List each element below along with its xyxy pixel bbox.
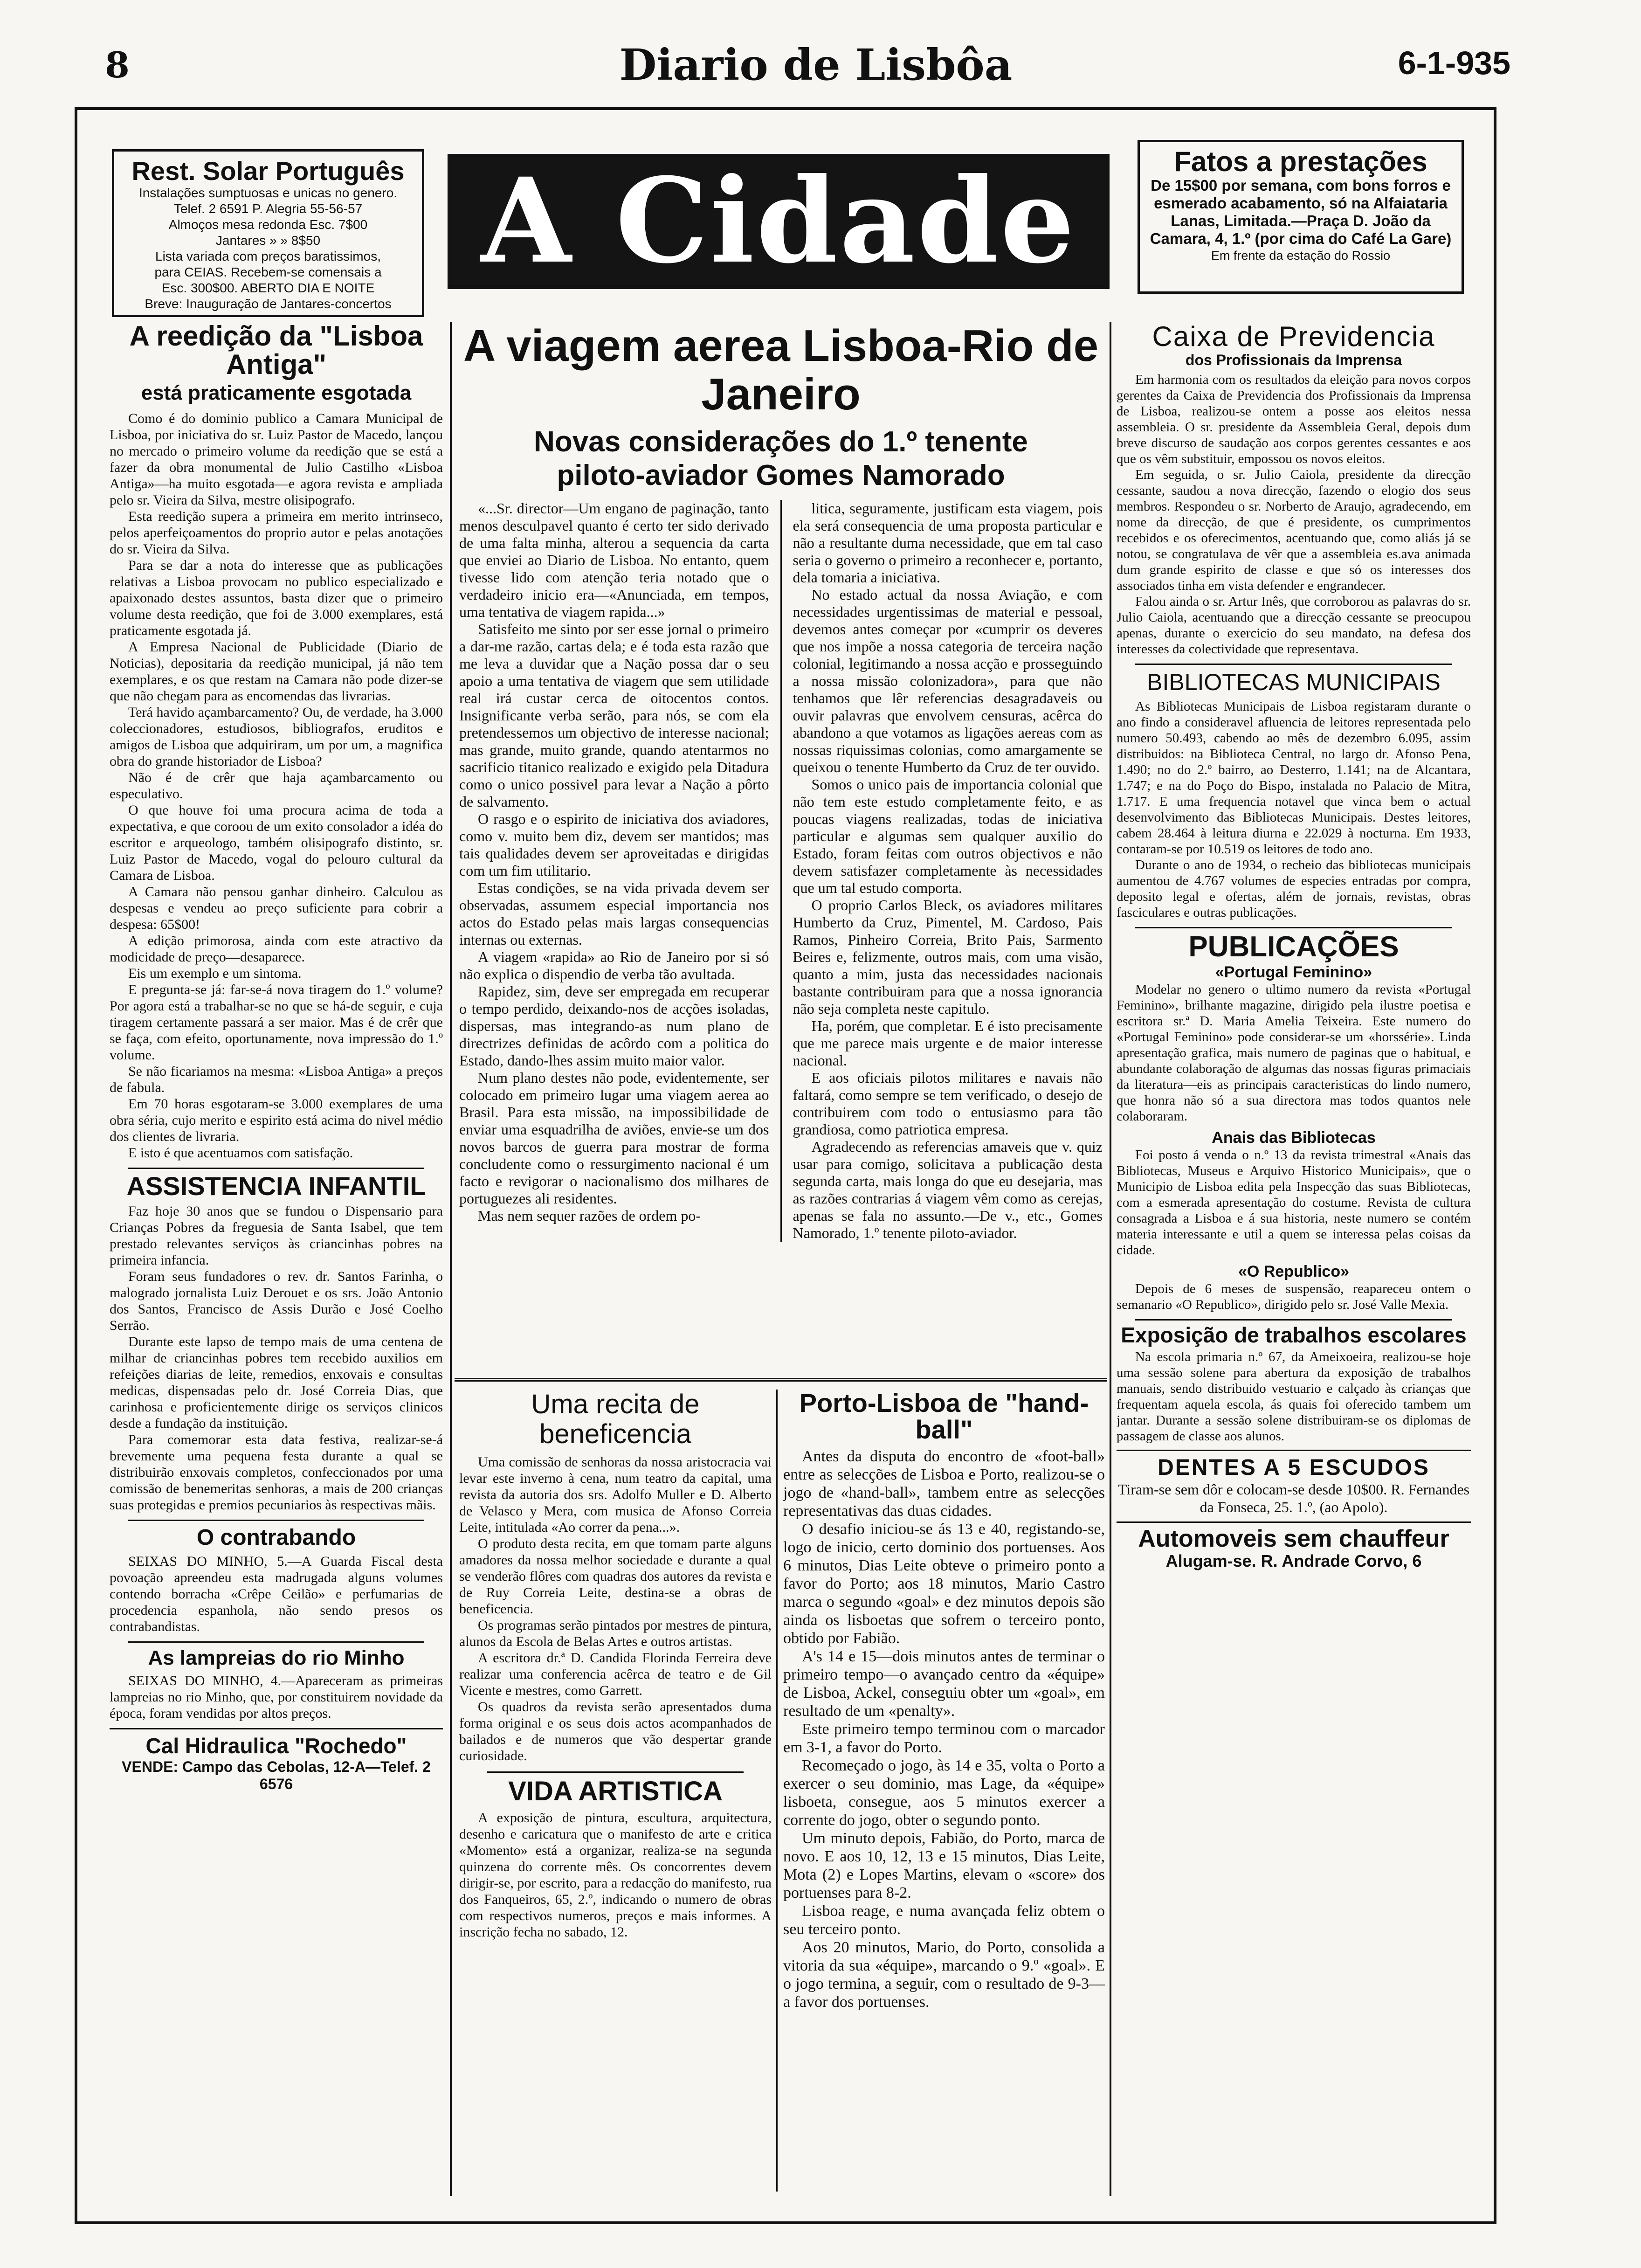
paragraph: litica, seguramente, justificam esta viagem, pois ela será consequencia de uma proposta particular e não a resultante duma necessidade, que em tal caso seria o governo o primeiro a reconhecer e, portanto, dela tomaria a iniciativa. (793, 500, 1103, 586)
paragraph: Os programas serão pintados por mestres de pintura, alunos da Escola de Belas Artes e outros artistas. (459, 1618, 772, 1649)
ad-solar-line: Breve: Inauguração de Jantares-concertos (145, 297, 392, 311)
divider (128, 1641, 424, 1643)
section-rule (455, 1378, 1107, 1382)
ad-solar-line: Lista variada com preços baratissimos, (155, 249, 381, 263)
column-divider (450, 322, 452, 2196)
paragraph: No estado actual da nossa Aviação, e com necessidades urgentissimas de material e pessoal, devemos antes começar por «cumprir os deveres que nos impõe a nossa categoria de terceira nação colonial, legitimando a nossa acção e prosseguindo a nossa missão colonizadora», para que não tenhamos que lêr referencias desagradaveis ou ouvir palavras que envolvem censuras, acêrca do abandono a que votamos as ligações aereas com as nossas riquissimas colonias, como amargamente se queixou o tenente Humberto da Cruz de ter ouvido. (793, 586, 1103, 775)
caixa-article (1117, 372, 1471, 657)
divider (1135, 664, 1452, 665)
recita-article (459, 1454, 772, 1764)
paragraph: A escritora dr.ª D. Candida Florinda Ferreira deve realizar uma conferencia acêrca de teatro e de Gil Vicente e mestres, como Garrett. (459, 1650, 772, 1698)
lisboa-antiga-article (110, 410, 443, 1161)
publicacoes-headline: PUBLICAÇÕES (1188, 931, 1399, 963)
masthead-title: A Cidade (481, 152, 1076, 289)
paragraph: O desafio iniciou-se ás 13 e 40, registando-se, logo de inicio, certo dominio dos portuenses. Aos 6 minutos, Dias Leite obteve o primeiro ponto a favor do Porto; aos 18 minutos, Mario Castro marca o segundo «goal» e dez minutos depois são ainda os lisboetas que sofrem o terceiro ponto, obtido por Fabião. (783, 1521, 1105, 1647)
divider (1117, 1450, 1471, 1451)
paragraph: Para comemorar esta data festiva, realizar-se-á brevemente uma pequena festa durante a qual se distribuirão enxovais completos, confeccionados por uma comissão de benemeritas senhoras, a mais de 200 crianças suas protegidas e premios pecuniarios às respectivas mãis. (110, 1432, 443, 1513)
paragraph: Lisboa reage, e numa avançada feliz obtem o seu terceiro ponto. (783, 1902, 1105, 1938)
paragraph: Eis um exemplo e um sintoma. (128, 966, 302, 982)
hand-ball-article (783, 1447, 1105, 2011)
ad-solar-lines (121, 185, 415, 312)
recita-headline: Uma recita de beneficencia (531, 1390, 700, 1449)
paragraph: O que houve foi uma procura acima de toda a expectativa, e que coroou de um exito consolador a idéa do escritor e arqueologo, também olisipografo distinto, sr. Luiz Pastor de Macedo, vogal do pelouro cultural da Camara de Lisboa. (110, 802, 443, 884)
masthead-box (448, 154, 1110, 289)
paragraph: Este primeiro tempo terminou com o marcador em 3-1, a favor do Porto. (783, 1721, 1105, 1756)
automoveis-headline: Automoveis sem chauffeur (1138, 1525, 1449, 1553)
paragraph: Aos 20 minutos, Mario, do Porto, consolida a vitoria da sua «équipe», marcando o 9.º «goal». E o jogo termina, a seguir, com o resultado de 9-3—a favor dos portuenses. (783, 1939, 1105, 2011)
divider (1135, 1319, 1452, 1321)
column-left (110, 322, 443, 2201)
viagem-column-b (793, 500, 1103, 1242)
paragraph: Na escola primaria n.º 67, da Ameixoeira, realizou-se hoje uma sessão solene para abertura da exposição de trabalhos manuais, sendo distribuido vestuario e calçado às crianças que frequentam aquela escola, ás quais foi oferecido tambem um jantar. Durante a sessão solene distribuiram-se os diplomas de passagem de classe aos alunos. (1117, 1349, 1471, 1444)
exposicao-article (1117, 1349, 1471, 1444)
ad-solar-line: Jantares » » 8$50 (215, 233, 321, 248)
paragraph: SEIXAS DO MINHO, 4.—Apareceram as primeiras lampreias no rio Minho, que, por constituirem novidade da época, foram vendidas por altos preços. (110, 1673, 443, 1722)
paragraph: Rapidez, sim, deve ser empregada em recuperar o tempo perdido, deixando-nos de acções isoladas, dispersas, mas integrando-as num plano de directrizes definidas de acôrdo com a politica do Estado, dando-lhes assim muito maior valor. (459, 983, 769, 1069)
paragraph: Mas nem sequer razões de ordem po- (478, 1207, 701, 1224)
column-center-left (459, 1390, 772, 2201)
lisboa-antiga-headline: A reedição da "Lisboa Antiga" (129, 322, 423, 380)
newspaper-title: Diario de Lisbôa (619, 40, 1013, 90)
paragraph: Esta reedição supera a primeira em merito intrinseco, pelos aperfeiçoamentos do proprio autor e pelas anotações do sr. Vieira da Silva. (110, 509, 443, 557)
paragraph: E isto é que acentuamos com satisfação. (128, 1145, 353, 1161)
paragraph: Ha, porém, que completar. E é isto precisamente que me parece mais urgente e de maior interesse nacional. (793, 1017, 1103, 1069)
divider (128, 1168, 424, 1169)
paragraph: A exposição de pintura, escultura, arquitectura, desenho e caricatura que o manifesto de arte e critica «Momento» está a organizar, realiza-se na segunda quinzena do corrente mês. Os concorrentes devem dirigir-se, por escrito, para a redacção do manifesto, rua dos Fanqueiros, 65, 2.º, indicando o numero de obras com respectivos numeros, preços e mais informes. A inscrição fecha no sabado, 12. (459, 1810, 772, 1940)
column-center-right (783, 1390, 1105, 2201)
column-divider (776, 1390, 778, 2192)
republico-article (1117, 1281, 1471, 1313)
paragraph: A viagem «rapida» ao Rio de Janeiro por si só não explica o dispendio de verba tão avultada. (459, 948, 769, 982)
ad-fatos-text: De 15$00 por semana, com bons forros e esmerado acabamento, só na Alfaiataria Lanas, Limitada.—Praça D. João da Camara, 4, 1.º (por cima do Café La Gare) (1150, 177, 1452, 247)
paragraph: A edição primorosa, ainda com este atractivo da modicidade de preço—desaparece. (110, 933, 443, 965)
paragraph: Num plano destes não pode, evidentemente, ser colocado em primeiro lugar uma viagem aerea ao Brasil. Para esta missão, na impossibilidade de enviar uma esquadrilha de aviões, envie-se um dos novos barcos de guerra para mostrar de forma concludente como o ressurgimento nacional é um facto e revigorar o nacionalismo dos milhares de portuguezes ali residentes. (459, 1069, 769, 1207)
divider (128, 1520, 424, 1521)
paragraph: A's 14 e 15—dois minutos antes de terminar o primeiro tempo—o avançado centro da «équipe» de Lisboa, Ackel, conseguiu obter um «goal», em resultado de um «penalty». (783, 1648, 1105, 1720)
paragraph: Para se dar a nota do interesse que as publicações relativas a Lisboa provocam no publico especializado e apaixonado destes assuntos, basta dizer que o primeiro volume desta reedição, que foi de 3.000 exemplares, está praticamente esgotada já. (110, 558, 443, 639)
paragraph: O rasgo e o espirito de iniciativa dos aviadores, como v. muito bem diz, devem ser mantidos; mas tais qualidades devem ser aproveitadas e dirigidas com um fim utilitario. (459, 810, 769, 879)
paragraph: Depois de 6 meses de suspensão, reapareceu ontem o semanario «O Republico», dirigido pelo sr. José Valle Mexia. (1117, 1281, 1471, 1313)
caixa-subhead: dos Profissionais da Imprensa (1185, 352, 1402, 368)
column-divider (780, 500, 782, 1242)
republico-subhead: «O Republico» (1238, 1263, 1350, 1281)
divider (110, 1728, 443, 1729)
ad-solar-line: Instalações sumptuosas e unicas no genero. (138, 186, 398, 200)
lisboa-antiga-subhead: está praticamente esgotada (141, 381, 412, 405)
paragraph: Falou ainda o sr. Artur Inês, que corroborou as palavras do sr. Julio Caiola, acentuando que a direcção cessante se preocupou apenas, durante o exercicio do seu mandato, na defesa dos interesses da colectividade que representava. (1117, 594, 1471, 657)
dentes-text: Tiram-se sem dôr e colocam-se desde 10$00. R. Fernandes da Fonseca, 25. 1.º, (ao Apolo). (1117, 1481, 1470, 1516)
dentes-headline: DENTES A 5 ESCUDOS (1158, 1455, 1430, 1480)
ad-fatos-prestacoes (1138, 140, 1464, 294)
bibliotecas-article (1117, 698, 1471, 920)
publicacoes-subhead: «Portugal Feminino» (1215, 963, 1372, 982)
paragraph: SEIXAS DO MINHO, 5.—A Guarda Fiscal desta povoação apreendeu esta madrugada alguns volumes contendo borracha «Crêpe Ceilão» e perfumarias de procedencia espanhola, não sendo presos os contrabandistas. (110, 1554, 443, 1635)
cal-hidraulica-text: VENDE: Campo das Cebolas, 12-A—Telef. 2 6576 (122, 1758, 431, 1793)
paragraph: Em seguida, o sr. Julio Caiola, presidente da direcção cessante, saudou a nova direcção, fazendo o elogio dos seus membros. Respondeu o sr. Norberto de Araujo, agradecendo, em nome da direcção, de que é presidente, os cumprimentos recebidos e os oferecimentos, acentuando que, como aliás já se notou, se congratulava de vêr que a assembleia es.ava animada dum grande espirito de classe e que só os interesses dos associados tinha em vista defender e engrandecer. (1117, 467, 1471, 593)
paragraph: A Camara não pensou ganhar dinheiro. Calculou as despesas e vendeu ao preço suficiente para cobrir a despesa: 65$00! (110, 884, 443, 933)
anais-subhead: Anais das Bibliotecas (1212, 1129, 1376, 1147)
paragraph: Como é do dominio publico a Camara Municipal de Lisboa, por iniciativa do sr. Luiz Pastor de Macedo, lançou no mercado o primeiro volume da reedição que se está a fazer da obra monumental de Julio Castilho «Lisboa Antiga»—ha muito esgotada—e agora revista e ampliada pelo sr. Vieira da Silva, mestre olisipografo. (110, 411, 443, 508)
paragraph: Em harmonia com os resultados da eleição para novos corpos gerentes da Caixa de Previdencia dos Profissionais da Imprensa de Lisboa, realizou-se ontem a posse aos eleitos nessa assembleia. O sr. presidente da Assembleia Geral, depois dum breve discurso de saudação aos corpos gerentes cessantes e aos que os vêm substituir, empossou os novos eleitos. (1117, 372, 1471, 466)
paragraph: As Bibliotecas Municipais de Lisboa registaram durante o ano findo a consideravel afluencia de leitores representada pelo numero 50.493, cabendo ao mês de dezembro 6.095, assim distribuidos: na Biblioteca Central, no largo dr. Afonso Pena, 1.490; no do 2.º bairro, ao Desterro, 1.141; na de Alcantara, 1.747; e na do Poço do Bispo, instalada no Palacio de Mitra, 1.717. E uma frequencia notavel que vinca bem o actual desenvolvimento das Bibliotecas Municipais. Destes leitores, cabem 28.464 à leitura diurna e 22.029 à nocturna. Em 1933, contaram-se por 10.519 os leitores de todo ano. (1117, 699, 1471, 857)
hand-ball-headline: Porto-Lisboa de "hand-ball" (799, 1390, 1089, 1445)
paragraph: Foram seus fundadores o rev. dr. Santos Farinha, o malogrado jornalista Luiz Derouet e os srs. João Antonio dos Santos, Francisco de Assis Durão e José Coelho Serrão. (110, 1269, 443, 1334)
paragraph: O produto desta recita, em que tomam parte alguns amadores da nossa melhor sociedade e durante a qual se venderão flôres com quadras dos autores da revista e de Ruy Correia Leite, destina-se a obras de beneficencia. (459, 1536, 772, 1617)
column-divider (1110, 322, 1111, 2196)
paragraph: Modelar no genero o ultimo numero da revista «Portugal Feminino», brilhante magazine, dirigido pela ilustre poetisa e escritora sr.ª D. Maria Amelia Teixeira. Este numero do «Portugal Feminino» pode considerar-se um «horssérie». Linda apresentação grafica, mais numero de paginas que o habitual, e abundante colaboração de algumas das nossas figuras primaciais da literatura—eis as principais caracteristicas do lindo numero, que honra não só a sua directora mas todos quantos nele colaboraram. (1117, 982, 1471, 1124)
paragraph: Terá havido açambarcamento? Ou, de verdade, ha 3.000 coleccionadores, estudiosos, bibliografos, eruditos e amigos de Lisboa que adquiriram, um por um, a magnifica obra do grande historiador de Lisboa? (110, 705, 443, 769)
paragraph: E pregunta-se já: far-se-á nova tiragem do 1.º volume? Por agora está a trabalhar-se no que se há-de seguir, e cuja tiragem certamente passará a ser maior. Mas é de crêr que se faça, com efeito, oportunamente, nova impressão do 1.º volume. (110, 982, 443, 1063)
exposicao-headline: Exposição de trabalhos escolares (1121, 1323, 1467, 1348)
viagem-column-a (459, 500, 769, 1242)
ad-solar-portugues (112, 149, 424, 317)
bibliotecas-headline: BIBLIOTECAS MUNICIPAIS (1147, 669, 1441, 695)
column-center-top (459, 322, 1103, 1366)
ad-fatos-footer: Em frente da estação do Rossio (1211, 249, 1391, 263)
ad-solar-line: para CEIAS. Recebem-se comensais a (154, 265, 382, 279)
automoveis-text: Alugam-se. R. Andrade Corvo, 6 (1165, 1551, 1422, 1571)
assistencia-headline: ASSISTENCIA INFANTIL (126, 1171, 426, 1201)
paragraph: A Empresa Nacional de Publicidade (Diario de Noticias), depositaria da reedição municipal, já não tem exemplares, e os que restam na Camara não pode dizer-se que não chegam para as encomendas das livrarias. (110, 639, 443, 704)
lampreias-article (110, 1673, 443, 1722)
paragraph: Os quadros da revista serão apresentados duma forma original e os seus dois actos acompanhados de bailados e de numeros que vão despertar grande curiosidade. (459, 1699, 772, 1763)
ad-solar-line: Almoços mesa redonda Esc. 7$00 (168, 217, 368, 232)
contrabando-headline: O contrabando (196, 1525, 356, 1550)
paragraph: O proprio Carlos Bleck, os aviadores militares Humberto da Cruz, Pimentel, M. Cardoso, Pais Ramos, Pinheiro Correia, Brito Pais, Sarmento Beires e, felizmente, outros mais, com uma visão, quanto a mim, justa das necessidades nacionais bastante contribuiram para que a nossa ignorancia não seja completa neste capitulo. (793, 897, 1103, 1017)
paragraph: Uma comissão de senhoras da nossa aristocracia vai levar este inverno à cena, num teatro da capital, uma revista da autoria dos srs. Adolfo Muller e D. Alberto de Velasco y Mera, com musica de Afonso Correia Leite, intitulada «Ao correr da pena...». (459, 1454, 772, 1535)
paragraph: Se não ficariamos na mesma: «Lisboa Antiga» a preços de fabula. (110, 1064, 443, 1096)
vida-artistica-article (459, 1810, 772, 1940)
viagem-subhead: Novas considerações do 1.º tenente piloto-aviador Gomes Namorado (534, 426, 1028, 491)
paragraph: Somos o unico pais de importancia colonial que não tem este estudo completamente feito, e as poucas viagens realizadas, todas de iniciativa particular e algumas sem qualquer auxilio do Estado, foram feitas com outros objectivos e não devem satisfazer completamente às necessidades que um tal estudo comporta. (793, 776, 1103, 896)
paragraph: «...Sr. director—Um engano de paginação, tanto menos desculpavel quanto é certo ter sido derivado de uma falta minha, alterou a sequencia da carta que enviei ao Diario de Lisboa. No entanto, quem tivesse lido com atenção teria notado que o verdadeiro inicio era—«Anunciada, em tempos, uma tentativa de viagem rapida...» (459, 500, 769, 620)
paragraph: Durante o ano de 1934, o recheio das bibliotecas municipais aumentou de 4.767 volumes de especies entradas por compra, deposito legal e ofertas, além de jornais, revistas, obras fasciculares e outras publicações. (1117, 857, 1471, 920)
divider (1135, 927, 1452, 928)
ad-solar-line: Esc. 300$00. ABERTO DIA E NOITE (161, 281, 375, 295)
paragraph: Durante este lapso de tempo mais de uma centena de milhar de criancinhas pobres tem recebido auxilios em refeições diarias de leite, remedios, enxovais e consultas medicas, dispensadas pelo dr. José Correia Dias, que carinhosa e proficientemente dirige os serviços clinicos desde a fundação da instituição. (110, 1334, 443, 1431)
publicacoes-article (1117, 982, 1471, 1124)
viagem-headline: A viagem aerea Lisboa-Rio de Janeiro (463, 321, 1099, 419)
assistencia-article (110, 1203, 443, 1513)
paragraph: E aos oficiais pilotos militares e navais não faltará, como sempre se tem verificado, o desejo de contribuirem com todo o entusiasmo para tão grandiosa, como patriotica empresa. (793, 1069, 1103, 1138)
ad-fatos-title: Fatos a prestações (1174, 146, 1427, 177)
cal-hidraulica-title: Cal Hidraulica "Rochedo" (145, 1734, 407, 1758)
paragraph: Não é de crêr que haja açambarcamento ou especulativo. (110, 770, 443, 802)
lampreias-headline: As lampreias do rio Minho (148, 1646, 405, 1670)
paragraph: Faz hoje 30 anos que se fundou o Dispensario para Crianças Pobres da freguesia de Santa Isabel, que tem prestado relevantes serviços às criancinhas pobres na primeira infancia. (110, 1203, 443, 1268)
paragraph: Recomeçado o jogo, às 14 e 35, volta o Porto a exercer o seu dominio, mas Lage, da «équipe» lisboeta, consegue, aos 5 minutos exercer a corrente do jogo, obter o segundo ponto. (783, 1757, 1105, 1829)
paragraph: Em 70 horas esgotaram-se 3.000 exemplares de uma obra séria, cujo merito e espirito está acima do nivel médio dos clientes de livraria. (110, 1096, 443, 1145)
paragraph: Foi posto á venda o n.º 13 da revista trimestral «Anais das Bibliotecas, Museus e Arquivo Historico Municipais», que o Municipio de Lisboa edita pela Inspecção das suas Bibliotecas, com a esmerada apresentação do costume. Revista de cultura consagrada a Lisboa e á sua historia, neste numero se contém materia interessante e util a quem se interessa pelas coisas da cidade. (1117, 1148, 1471, 1258)
vida-artistica-headline: VIDA ARTISTICA (508, 1776, 723, 1806)
contrabando-article (110, 1553, 443, 1635)
paragraph: Antes da disputa do encontro de «foot-ball» entre as selecções de Lisboa e Porto, realizou-se o jogo de «hand-ball», tambem entre as selecções representativas das duas cidades. (783, 1448, 1105, 1520)
divider (487, 1771, 744, 1773)
anais-article (1117, 1147, 1471, 1258)
divider (1117, 1521, 1471, 1523)
page-number: 8 (105, 44, 130, 86)
caixa-headline: Caixa de Previdencia (1152, 322, 1435, 352)
viagem-article (459, 500, 1103, 1242)
issue-date: 6-1-935 (1398, 45, 1510, 81)
paragraph: Agradecendo as referencias amaveis que v. quiz usar para comigo, solicitava a publicação desta segunda carta, mais longa do que eu desejaria, mas as razões contrarias á viagem vêm como as cerejas, apenas se fala no assunto.—De v., etc., Gomes Namorado, 1.º tenente piloto-aviador. (793, 1138, 1103, 1241)
ad-solar-title: Rest. Solar Português (131, 156, 405, 186)
paragraph: Um minuto depois, Fabião, do Porto, marca de novo. E aos 10, 12, 13 e 15 minutos, Dias Leite, Mota (2) e Lopes Martins, elevam o «score» dos portuenses para 8-2. (783, 1830, 1105, 1902)
ad-solar-line: Telef. 2 6591 P. Alegria 55-56-57 (173, 201, 363, 216)
paragraph: Estas condições, se na vida privada devem ser observadas, assumem especial importancia nos actos do Estado pelas mais largas consequencias internas ou externas. (459, 879, 769, 948)
column-right (1117, 322, 1471, 2201)
paragraph: Satisfeito me sinto por ser esse jornal o primeiro a dar-me razão, cartas dela; e é toda esta razão que me leva a duvidar que a Nação possa dar o seu apoio a uma tentativa de viagem que sem utilidade real irá custar cerca de oitocentos contos. Insignificante verba serão, para nós, se com ela pretendessemos um objectivo de interesse nacional; mas grande, muito grande, quando atentarmos no sacrificio titanico realizado e exigido pela Ditadura como o unico possivel para levar a Nação a pôrto de salvamento. (459, 621, 769, 810)
